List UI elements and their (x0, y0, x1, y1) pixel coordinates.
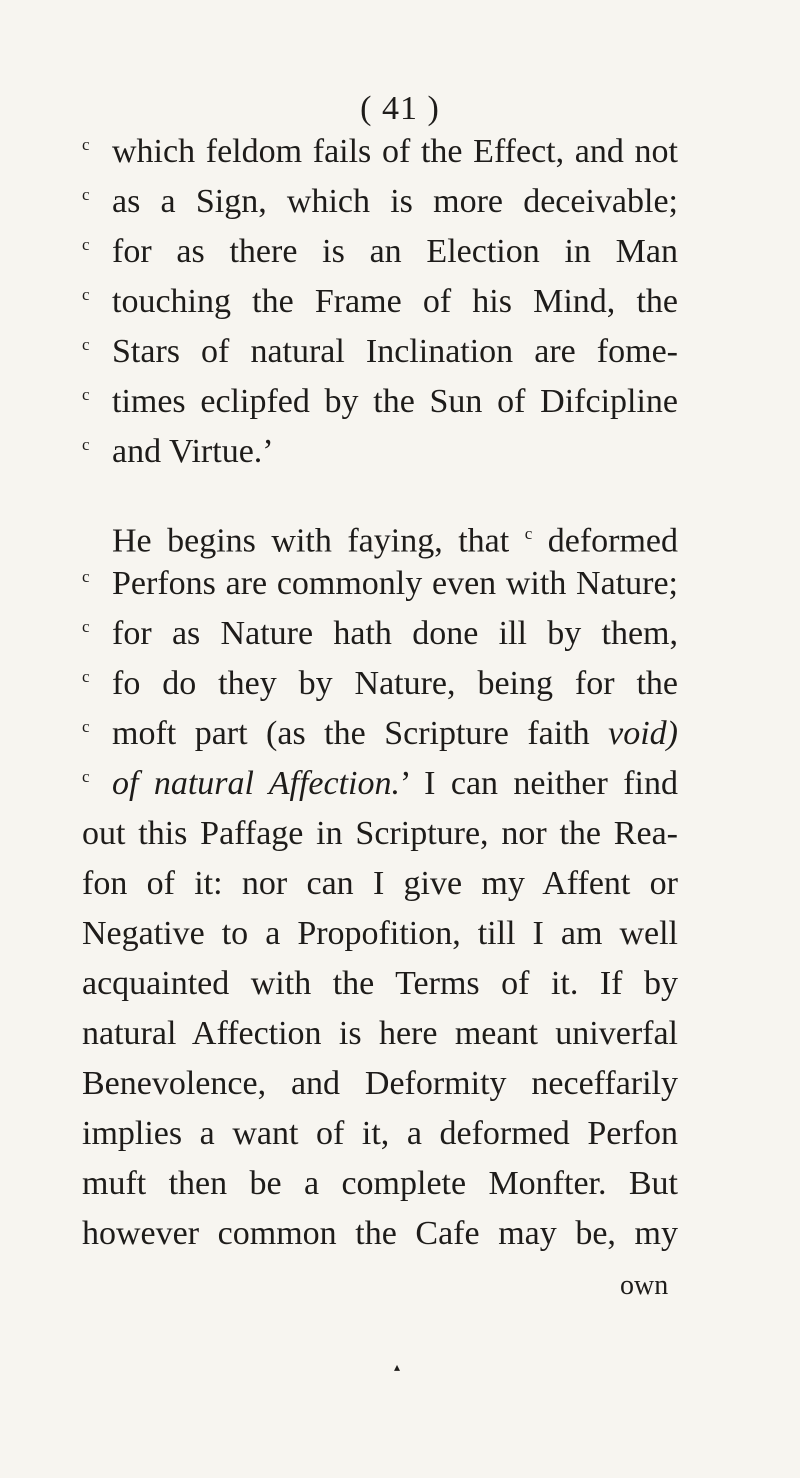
text-line: acquainted with the Terms of it. If by (82, 965, 678, 1002)
text-line: out this Paffage in Scripture, nor the Rea- (82, 815, 678, 852)
quote-mark: c (524, 524, 533, 543)
italic-text: of natural Affection. (112, 765, 400, 802)
line-text: which feldom fails of the Effect, and not (112, 133, 678, 170)
text-line: implies a want of it, a deformed Perfon (82, 1115, 678, 1152)
text-line (82, 664, 678, 704)
text-line (82, 514, 678, 561)
text-line (82, 714, 678, 754)
line-text: as a Sign, which is more deceivable; (112, 183, 678, 220)
line-text (112, 714, 678, 754)
line-end: deformed (547, 522, 679, 560)
quote-mark: c (82, 335, 90, 354)
text-line (82, 382, 678, 422)
line-end: ’ I can neither find (399, 765, 678, 802)
line-start: He begins with faying, that (112, 522, 510, 560)
line-start: moft part (as the Scripture faith (112, 715, 590, 752)
line-text: fo do they by Nature, being for the (112, 665, 678, 702)
text-line: Negative to a Propofition, till I am well (82, 915, 678, 952)
quote-mark: c (82, 135, 90, 154)
quote-mark: c (82, 617, 90, 636)
quote-mark: c (82, 285, 90, 304)
text-line: muft then be a complete Monfter. But (82, 1165, 678, 1202)
quote-mark: c (82, 435, 90, 454)
quote-mark: c (82, 185, 90, 204)
text-line (82, 132, 678, 172)
quote-mark: c (82, 567, 90, 586)
line-text: for as there is an Election in Man (112, 233, 678, 270)
text-line (82, 182, 678, 222)
text-line: however common the Cafe may be, my (82, 1215, 678, 1252)
quote-mark: c (82, 717, 90, 736)
line-text: times eclipfed by the Sun of Difcipline (112, 383, 678, 420)
text-line (82, 232, 678, 272)
quote-mark: c (82, 385, 90, 404)
line-text: Stars of natural Inclination are fome- (112, 333, 678, 370)
text-line: Benevolence, and Deformity neceffarily (82, 1065, 678, 1102)
line-text (112, 764, 678, 804)
text-line (82, 282, 678, 322)
line-text (112, 514, 678, 561)
line-text: and Virtue.’ (112, 433, 274, 470)
text-line (82, 332, 678, 372)
page-number: ( 41 ) (360, 90, 440, 127)
text-line (82, 764, 678, 804)
text-line (82, 432, 678, 472)
quote-mark: c (82, 767, 90, 786)
italic-text: void) (608, 715, 678, 752)
quote-mark: c (82, 667, 90, 686)
line-text: touching the Frame of his Mind, the (112, 283, 678, 320)
catchword: own (620, 1270, 669, 1301)
text-line (82, 614, 678, 654)
line-text: for as Nature hath done ill by them, (112, 615, 678, 652)
line-text: Perfons are commonly even with Nature; (112, 565, 678, 602)
ink-speck: ▴ (394, 1360, 401, 1374)
text-line: natural Affection is here meant univerfal (82, 1015, 678, 1052)
text-line: fon of it: nor can I give my Affent or (82, 865, 678, 902)
text-line (82, 564, 678, 604)
quote-mark: c (82, 235, 90, 254)
